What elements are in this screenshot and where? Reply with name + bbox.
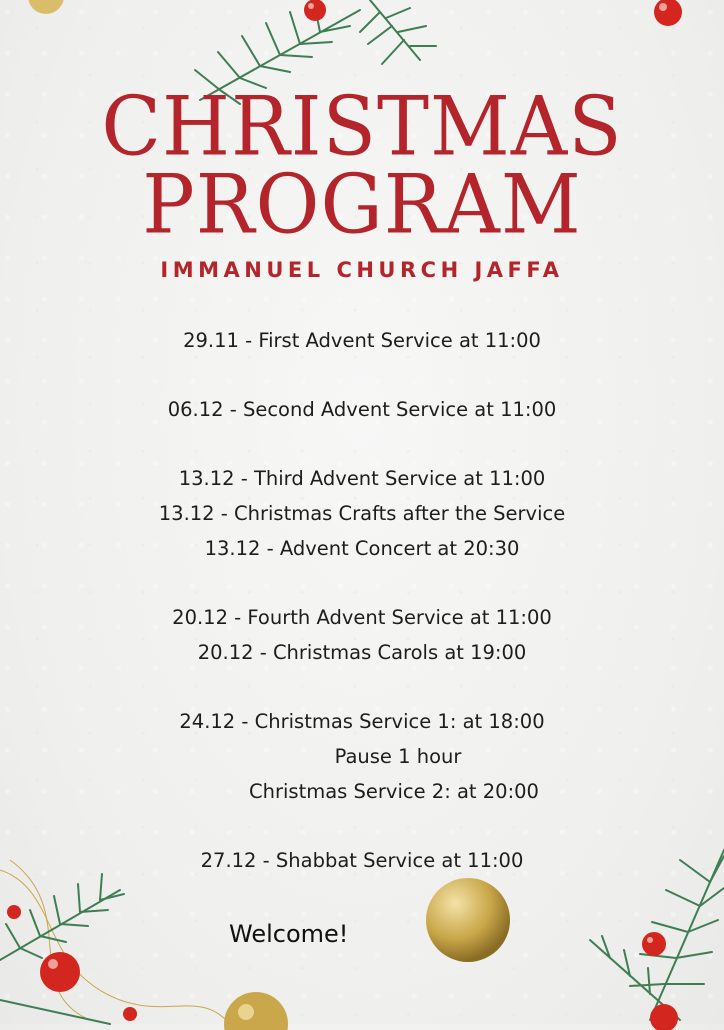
red-berry-icon xyxy=(300,0,330,26)
schedule-item: 24.12 - Christmas Service 1: at 18:00 xyxy=(179,710,545,733)
schedule-item: Christmas Service 2: at 20:00 xyxy=(249,780,539,803)
bottom-left-pine-branch-icon xyxy=(0,850,230,1024)
gold-ornament-icon xyxy=(222,990,292,1030)
schedule-item: 27.12 - Shabbat Service at 11:00 xyxy=(200,849,524,872)
schedule-item: 13.12 - Advent Concert at 20:30 xyxy=(204,537,520,560)
welcome-text: Welcome! xyxy=(229,920,349,948)
schedule-item: Pause 1 hour xyxy=(334,745,462,768)
schedule-item: 29.11 - First Advent Service at 11:00 xyxy=(183,329,541,352)
top-left-ornament-icon xyxy=(22,0,70,16)
title-line-2: PROGRAM xyxy=(142,157,582,253)
schedule-item: 20.12 - Fourth Advent Service at 11:00 xyxy=(172,606,552,629)
schedule-item: 06.12 - Second Advent Service at 11:00 xyxy=(167,398,557,421)
schedule-item: 13.12 - Third Advent Service at 11:00 xyxy=(178,467,546,490)
red-berry-icon xyxy=(650,0,690,30)
schedule-item: 13.12 - Christmas Crafts after the Service xyxy=(158,502,566,525)
gold-ornament-icon xyxy=(424,876,512,964)
schedule-item: 20.12 - Christmas Carols at 19:00 xyxy=(197,641,527,664)
title-line-1: CHRISTMAS xyxy=(101,79,623,175)
church-name: IMMANUEL CHURCH JAFFA xyxy=(160,258,564,282)
